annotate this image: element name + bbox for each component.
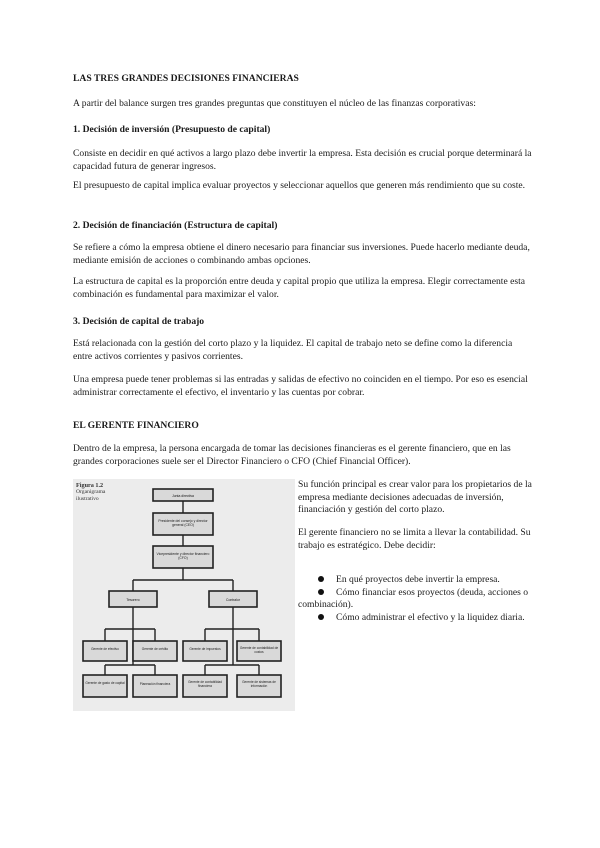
node-r4: Gerente de sistemas de información [242, 680, 276, 688]
figure-caption: Organigrama ilustrativo [76, 489, 106, 502]
node-l1: Gerente de efectivo [91, 647, 119, 651]
bullet-item-3 [298, 612, 538, 625]
main-title: LAS TRES GRANDES DECISIONES FINANCIERAS [73, 73, 299, 84]
right-paragraph-1: Su función principal es crear valor para los propietarios de la empresa mediante decisiones adecuadas de inversión, financiación y gestión del corto plazo. [298, 479, 532, 516]
section-2-paragraph-1: Se refiere a cómo la empresa obtiene el dinero necesario para financiar sus inversiones. Puede hacerlo mediante deuda, mediante emisión de acciones o combinando ambas opciones. [73, 242, 530, 266]
bullet-item-1 [298, 574, 538, 587]
org-chart-figure [73, 479, 295, 711]
intro-paragraph: A partir del balance surgen tres grandes preguntas que constituyen el núcleo de las finanzas corporativas: [73, 98, 476, 109]
node-top: Junta directiva [172, 494, 194, 498]
section-3-paragraph-2: Una empresa puede tener problemas si las entradas y salidas de efectivo no coinciden en el tiempo. Por eso es esencial administrar correctamente el efectivo, el inventario y las cuentas por cobrar. [73, 374, 528, 398]
section-2-paragraph-2: La estructura de capital es la proporción entre deuda y capital propio que utiliza la empresa. Elegir correctamente esta combinación es fundamental para maximizar el valor. [73, 276, 526, 300]
bullet-item-2 [298, 587, 538, 612]
bullet-text-2: Cómo financiar esos proyectos (deuda, acciones o combinación). [298, 586, 529, 611]
node-left-branch: Tesorero [126, 598, 140, 602]
bullet-dot-icon [318, 614, 324, 620]
node-l3: Gerente de gasto de capital [85, 681, 125, 685]
node-third: Vicepresidente y director financiero (CFO) [156, 552, 210, 561]
node-r1: Gerente de impuestos [189, 647, 221, 651]
bullet-dot-icon [318, 589, 324, 595]
node-l2: Gerente de crédito [141, 647, 169, 651]
node-l4: Planeación financiera [139, 682, 171, 686]
node-r2: Gerente de contabilidad de costos [239, 646, 279, 654]
node-r3: Gerente de contabilidad financiera [188, 680, 222, 688]
figure-number: Figura 1.2 [76, 482, 104, 489]
section-3-heading: 3. Decisión de capital de trabajo [73, 316, 205, 327]
node-second: Presidente del consejo y director general (CEO) [158, 519, 208, 528]
section-4-heading: EL GERENTE FINANCIERO [73, 420, 199, 431]
section-1-heading: 1. Decisión de inversión (Presupuesto de capital) [73, 124, 271, 135]
section-1-paragraph-1: Consiste en decidir en qué activos a largo plazo debe invertir la empresa. Esta decisión es crucial porque determinará la capacidad futura de generar ingresos. [73, 148, 532, 172]
bullet-text-1: En qué proyectos debe invertir la empresa. [336, 574, 500, 585]
section-2-heading: 2. Decisión de financiación (Estructura de capital) [73, 220, 278, 231]
org-chart-svg [73, 479, 295, 711]
bullet-dot-icon [318, 576, 324, 582]
right-paragraph-2: El gerente financiero no se limita a llevar la contabilidad. Su trabajo es estratégico. Debe decidir: [298, 527, 531, 551]
section-4-paragraph-1: Dentro de la empresa, la persona encargada de tomar las decisiones financieras es el gerente financiero, que en las grandes corporaciones suele ser el Director Financiero o CFO (Chief Financial Officer). [73, 443, 511, 467]
section-1-paragraph-2: El presupuesto de capital implica evaluar proyectos y seleccionar aquellos que generen más rendimiento que su coste. [73, 180, 526, 191]
section-3-paragraph-1: Está relacionada con la gestión del corto plazo y la liquidez. El capital de trabajo neto se define como la diferencia entre activos corrientes y pasivos corrientes. [73, 338, 513, 362]
bullet-text-3: Cómo administrar el efectivo y la liquidez diaria. [336, 611, 525, 623]
decision-bullet-list [298, 574, 538, 624]
node-right-branch: Contralor [226, 598, 240, 602]
